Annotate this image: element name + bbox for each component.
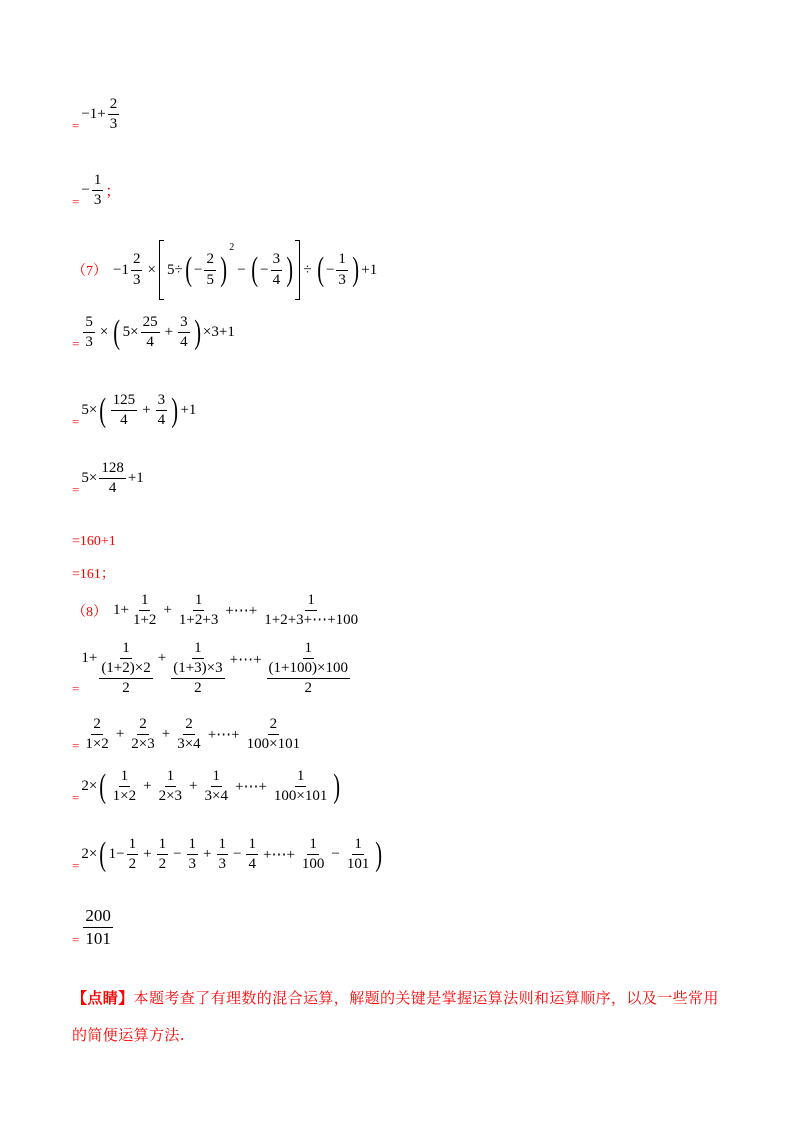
operator: +⋯+	[262, 847, 295, 864]
expr-text: 1+	[113, 602, 129, 619]
equals-sign: =	[72, 857, 80, 873]
operator: +⋯+	[207, 727, 240, 744]
expr-text: +1	[361, 261, 378, 278]
expr-text: =160+1	[72, 534, 116, 549]
equals-sign: =	[72, 193, 80, 209]
problem-8-line	[72, 592, 362, 630]
fraction: $\frac{1}{100}$	[301, 836, 325, 873]
operator: −	[173, 846, 182, 863]
left-paren: (	[251, 251, 258, 288]
right-paren: )	[193, 313, 201, 351]
expr-text: 1−	[108, 846, 125, 863]
note-text: 本题考查了有理数的混合运算，解题的关键是掌握运算法则和运算顺序，以及一些常用的简便运算方法.	[72, 989, 719, 1044]
fraction: $\frac{1}{101}$	[346, 836, 370, 873]
operator: +	[142, 402, 151, 419]
operator: +	[163, 602, 172, 619]
fraction: $\frac{1}{4}$	[248, 836, 256, 873]
operator: −	[260, 261, 269, 278]
equals-sign: =	[72, 932, 80, 948]
fraction: $\frac{2}{2\times 3}$	[131, 716, 155, 753]
operator: ×	[99, 324, 109, 341]
right-bracket	[295, 240, 300, 300]
equals-sign: =	[72, 789, 80, 805]
operator: +	[189, 778, 198, 795]
left-paren: (	[316, 251, 324, 288]
fraction: $\frac{1}{3}$	[338, 251, 346, 288]
fraction: $\frac{1}{3}$	[188, 836, 197, 873]
equals-sign: =	[72, 413, 80, 429]
fraction: $\frac{1}{3}$	[218, 836, 227, 873]
fraction: $\frac{1}{1+2+3}$	[178, 592, 219, 629]
expr-text: −	[81, 182, 90, 199]
operator: −	[331, 846, 340, 863]
expr-text: −1+	[81, 106, 106, 123]
operator: +⋯+	[234, 779, 267, 796]
operator: +	[164, 324, 174, 341]
right-paren: )	[333, 767, 341, 805]
step-line-5	[72, 392, 196, 430]
fraction: $\frac{1}{2}$	[158, 836, 167, 873]
step-line-12	[72, 768, 343, 806]
fraction: 1 (1+3)×3 2	[173, 640, 223, 696]
equals-sign: =	[72, 335, 80, 351]
fraction: $\frac{3}{4}$	[272, 251, 281, 288]
operator: +	[115, 726, 125, 743]
fraction: $\frac{128}{4}$	[101, 460, 124, 497]
operator: +	[143, 778, 152, 795]
operator: +⋯+	[229, 652, 262, 668]
operator: +	[143, 846, 152, 863]
right-paren: )	[286, 251, 294, 288]
left-paren: (	[99, 767, 107, 805]
left-paren: (	[184, 251, 192, 288]
step-line-11	[72, 716, 304, 754]
step-line-6	[72, 460, 144, 498]
fraction: $\frac{1}{2}$	[128, 836, 137, 873]
fraction: $\frac{1}{2\times 3}$	[158, 768, 183, 805]
fraction: $\frac{1}{3}$	[93, 172, 102, 209]
semicolon: ；	[105, 184, 121, 201]
step-line-8	[72, 563, 115, 583]
expr-text: 1+	[81, 650, 98, 666]
fraction: 1 (1+2)×2 2	[101, 640, 151, 696]
left-paren: (	[99, 391, 107, 429]
fraction: $\frac{1}{1\times 2}$	[112, 768, 137, 805]
fraction: $\frac{3}{4}$	[180, 314, 188, 351]
expr-text: 5÷	[166, 261, 183, 278]
problem-label: （8）	[72, 604, 107, 620]
expr-text: 5×	[81, 402, 98, 419]
fraction: $\frac{125}{4}$	[112, 392, 136, 429]
expr-text: ×3+1	[202, 324, 235, 341]
left-bracket	[159, 240, 164, 300]
step-line-4	[72, 314, 235, 352]
right-paren: )	[375, 835, 383, 873]
operator: −	[325, 261, 335, 278]
problem-7-line	[72, 240, 377, 300]
operator: +	[157, 650, 167, 666]
fraction: $\frac{200}{101}$	[85, 906, 111, 948]
expr-text: 5×	[122, 324, 139, 341]
expr-text: 5×	[81, 470, 98, 487]
fraction: $\frac{1}{1+2+3+\cdots+100}$	[264, 592, 359, 629]
fraction: 1 (1+100)×100 2	[268, 640, 348, 696]
expr-text: 2×	[81, 846, 98, 863]
step-line-13	[72, 836, 385, 874]
left-paren: (	[99, 835, 107, 873]
exponent: 2	[229, 242, 235, 253]
operator: −	[237, 261, 246, 278]
fraction: $\frac{2}{100\times 101}$	[246, 716, 301, 753]
fraction: $\frac{2}{3}$	[132, 251, 141, 288]
operator: ×	[147, 261, 156, 278]
equals-sign: =	[72, 737, 80, 753]
operator: ÷	[303, 261, 312, 278]
fraction: $\frac{3}{4}$	[157, 392, 166, 429]
right-paren: )	[171, 391, 179, 429]
equals-sign: =	[72, 117, 80, 133]
fraction: $\frac{1}{100\times 101}$	[273, 768, 328, 805]
fraction: $\frac{2}{3}$	[109, 96, 118, 133]
operator: −	[233, 846, 242, 863]
summary-note	[72, 980, 732, 1054]
step-line-14	[72, 906, 115, 948]
fraction: $\frac{2}{3\times 4}$	[177, 716, 201, 753]
note-tag: 【点睛】	[72, 989, 134, 1007]
fraction: $\frac{25}{4}$	[142, 314, 158, 351]
operator: +⋯+	[225, 603, 258, 620]
expr-text: +1	[127, 470, 144, 487]
operator: −	[194, 261, 203, 278]
equals-sign: =	[72, 680, 80, 696]
problem-label: （7）	[72, 264, 107, 279]
expr-text: 2×	[81, 778, 98, 795]
expr-text: −1	[113, 261, 129, 278]
expr-text: =161；	[72, 567, 115, 582]
step-line-10	[72, 640, 352, 697]
equals-sign: =	[72, 481, 80, 497]
right-paren: )	[220, 251, 228, 288]
expr-text: +1	[180, 402, 197, 419]
step-line-7	[72, 534, 116, 550]
operator: +	[203, 846, 212, 863]
fraction: $\frac{5}{3}$	[85, 314, 93, 351]
fraction: $\frac{2}{1\times 2}$	[85, 716, 109, 753]
step-line-2	[72, 172, 120, 210]
step-line-1	[72, 96, 121, 134]
fraction: $\frac{1}{1+2}$	[132, 592, 157, 629]
fraction: $\frac{1}{3\times 4}$	[204, 768, 228, 805]
fraction: $\frac{2}{5}$	[206, 251, 214, 288]
left-paren: (	[113, 313, 121, 351]
operator: +	[161, 726, 171, 743]
right-paren: )	[352, 251, 359, 288]
